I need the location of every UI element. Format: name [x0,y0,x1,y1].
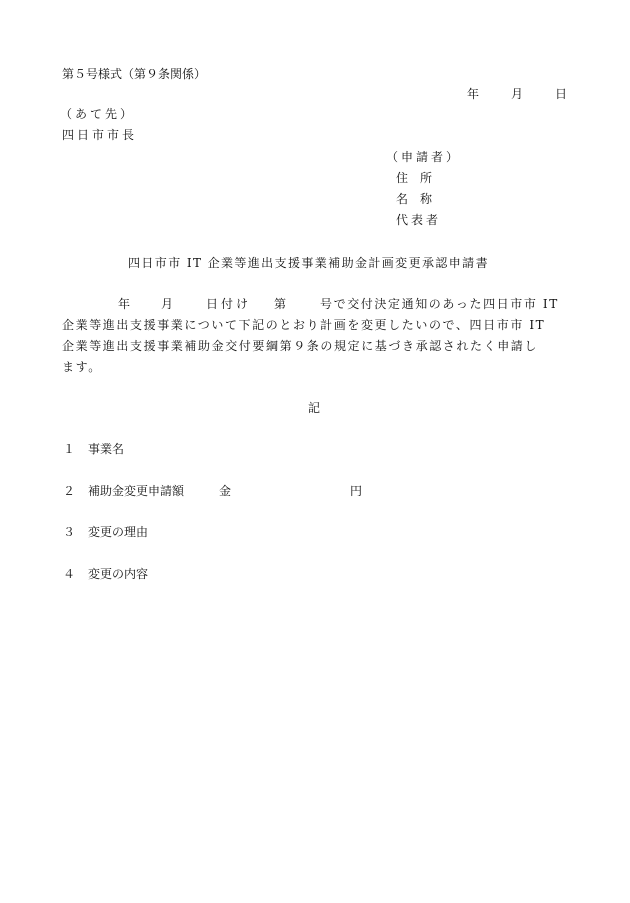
body-line2: 企業等進出支援事業について下記のとおり計画を変更したいので、四日市市 IT [62,318,546,332]
recipient-label: （あて先） [60,107,136,121]
item-1-num: １ [63,442,76,456]
item-3-num: ３ [63,525,76,539]
applicant-address: 住 所 [396,171,433,185]
body-date-suffix: 日付け [206,297,252,311]
item-4-num: ４ [63,567,76,581]
item-2-label: 補助金変更申請額 [88,484,185,498]
date-year: 年 [467,87,480,101]
date-month: 月 [511,87,524,101]
body-month: 月 [161,297,174,311]
body-line3: 企業等進出支援事業補助金交付要綱第９条の規定に基づき承認されたく申請し [62,339,539,353]
item-2-amount-prefix: 金 [219,484,232,498]
applicant-name: 名 称 [396,192,433,206]
body-year: 年 [118,297,131,311]
applicant-representative: 代表者 [396,213,442,227]
document-title: 四日市市 IT 企業等進出支援事業補助金計画変更承認申請書 [128,256,489,270]
ki-heading: 記 [308,401,321,415]
item-1-label: 事業名 [88,442,125,456]
applicant-label: （申請者） [386,150,462,164]
body-line1-rest: 号で交付決定通知のあった四日市市 IT [320,297,559,311]
item-3-label: 変更の理由 [88,525,149,539]
date-day: 日 [555,87,568,101]
item-4-label: 変更の内容 [88,567,149,581]
form-number: 第５号様式（第９条関係） [62,67,207,81]
recipient-name: 四日市市長 [62,128,138,142]
body-line4: ます。 [62,360,102,374]
item-2-amount-unit: 円 [350,484,363,498]
body-no-prefix: 第 [274,297,287,311]
item-2-num: ２ [63,484,76,498]
